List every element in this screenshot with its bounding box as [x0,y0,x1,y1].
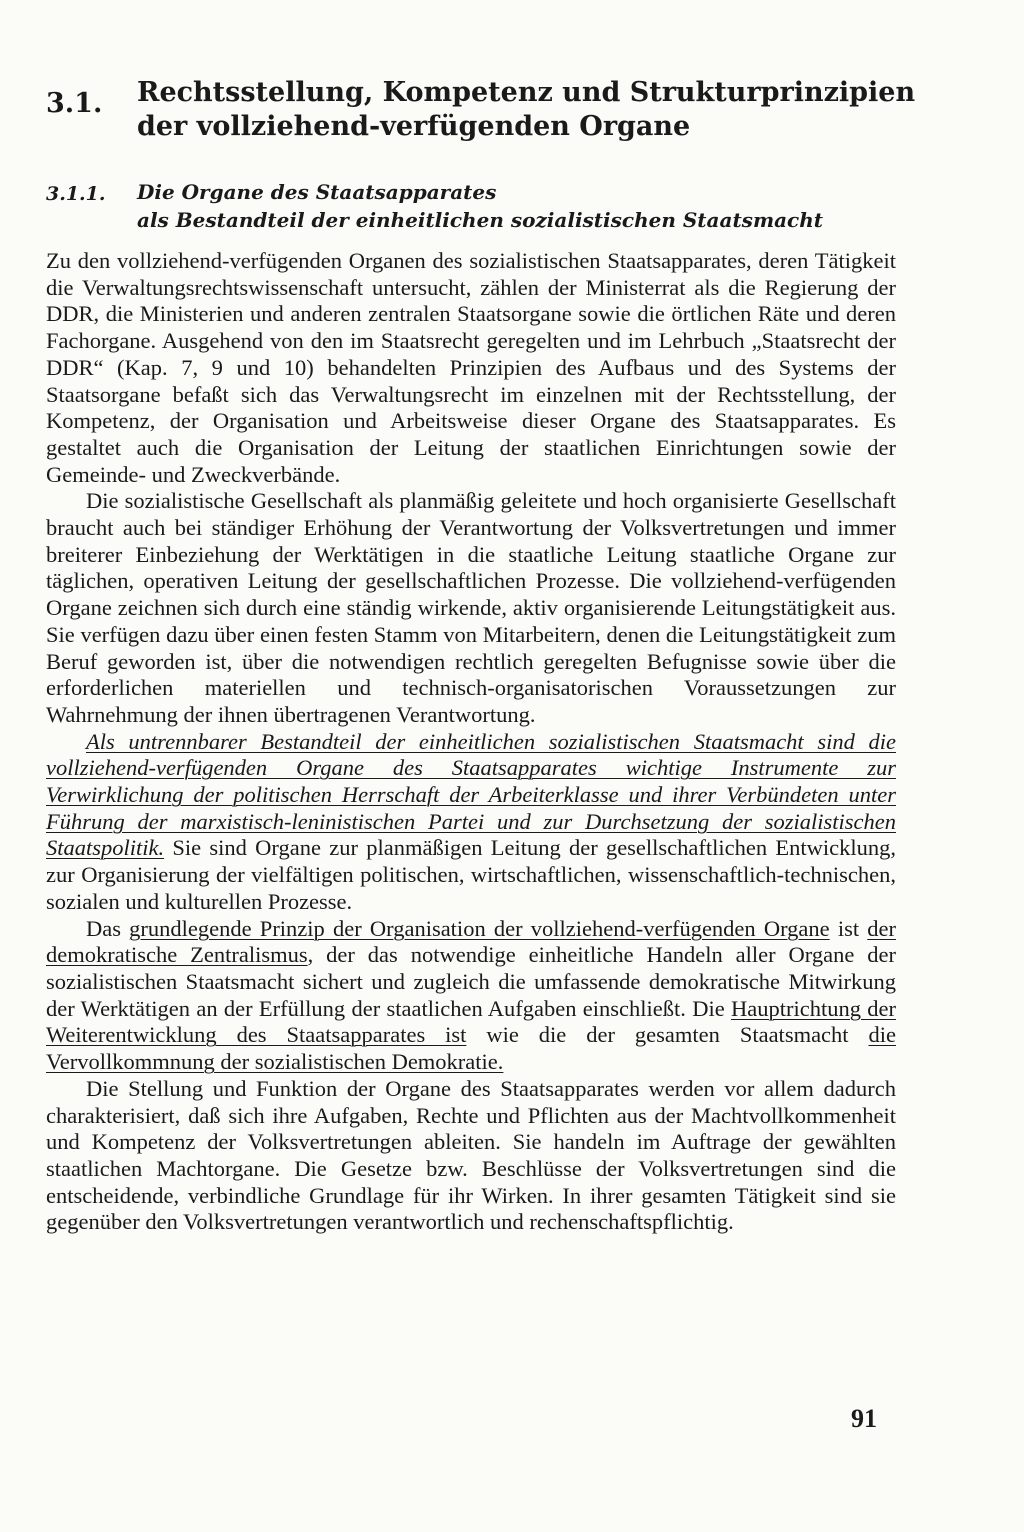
page-number: 91 [851,1404,877,1433]
paragraph: Die Stellung und Funktion der Organe des Staatsapparates werden vor allem dadurch charakterisiert, daß sich ihre Aufgaben, Rechte und Pflichten aus der Machtvollkommenheit und Kompetenz der Volksvertretungen ableiten. Sie handeln im Auftrage der gewählten staatlichen Machtorgane. Die Gesetze bzw. Beschlüsse der Volksvertretungen sind die entscheidende, verbindliche Grundlage für ihr Wirken. In ihrer gesamten Tätigkeit sind sie gegenüber den Volksvertretungen verantwortlich und rechenschaftspflichtig. [46,1075,896,1235]
underlined-passage: die Vervollkommnung der sozialistischen Demokratie. [46,1022,896,1075]
subsection-title-line: Die Organe des Staatsapparates [137,180,497,204]
paragraph: Zu den vollziehend-verfügenden Organen des sozialistischen Staatsapparates, deren Tätigkeit die Verwaltungsrechtswissenschaft untersucht, zählen der Ministerrat als die Regierung der DDR, die Ministerien und anderen zentralen Staatsorgane sowie die örtlichen Räte und deren Fachorgane. Ausgehend von den im Staatsrecht geregelten und im Lehrbuch „Staatsrecht der DDR“ (Kap. 7, 9 und 10) behandelten Prinzipien des Aufbaus und des Systems der Staatsorgane befaßt sich das Verwaltungsrecht im einzelnen mit der Rechtsstellung, der Kompetenz, der Organisation und Arbeitsweise dieser Organe des Staatsapparates. Es gestaltet auch die Organisation der Leitung der staatlichen Einrichtungen sowie der Gemeinde- und Zweckverbände. [46,248,896,487]
paragraph [46,729,896,916]
underlined-passage: Als untrennbarer Bestandteil der einheitlichen sozialistischen Staatsmacht sind die vollziehend-verfügenden Organe des Staatsapparates wichtige Instrumente zur Verwirklichung der politischen Herrschaft der Arbeiterklasse und ihrer Verbündeten unter Führung der marxistisch-leninistischen Partei und zur Durchsetzung der sozialistischen Staatspolitik. [46,728,896,861]
underlined-passage: grundlegende Prinzip der Organisation der vollziehend-verfügenden Organe [129,915,830,941]
paragraph [46,916,896,1076]
section-title-line: Rechtsstellung, Kompetenz und Strukturprinzipien [137,77,916,108]
subsection-number: 3.1.1. [46,183,106,205]
subsection-title [137,178,823,234]
text-run: Sie sind Organe zur planmäßigen Leitung der gesellschaftlichen Entwicklung, zur Organisierung der vielfältigen politischen, wirtschaftlichen, wissenschaftlich-technischen, sozialen und kulturellen Prozesse. [46,835,896,914]
paragraph: Die sozialistische Gesellschaft als planmäßig geleitete und hoch organisierte Gesellschaft braucht auch bei ständiger Erhöhung der Verantwortung der Volksvertretungen und immer breiterer Einbeziehung der Werktätigen in die staatliche Leitung staatliche Organe zur täglichen, operativen Leitung der gesellschaftlichen Prozesse. Die vollziehend-verfügenden Organe zeichnen sich durch eine ständig wirkende, aktiv organisierende Leitungstätigkeit aus. Sie verfügen dazu über einen festen Stamm von Mitarbeitern, denen die Leitungstätigkeit zum Beruf geworden ist, über die notwendigen rechtlich geregelten Befugnisse sowie über die erforderlichen materiellen und technisch-organisatorischen Voraussetzungen zur Wahrnehmung der ihnen übertragenen Verantwortung. [46,488,896,727]
section-number: 3.1. [46,88,103,119]
section-title [137,76,915,144]
text-run: , der das notwendige einheitliche Handeln aller Organe der sozialistischen Staatsmacht sichert und zugleich die umfassende demokratische Mitwirkung der Werktätigen an der Erfüllung der staatlichen Aufgaben einschließt. Die [46,942,896,1021]
underlined-passage: der demokratische Zentralismus [46,915,896,968]
section-title-line: der vollziehend-verfügenden Organe [137,111,691,142]
body-text [46,248,896,1236]
text-run: Das [86,915,130,941]
underlined-passage: Hauptrichtung der Weiterentwicklung des Staatsapparates ist [46,995,897,1048]
text-run: wie die der gesamten Staatsmacht [466,1022,869,1048]
text-run: ist [829,915,868,941]
subsection-title-line: als Bestandteil der einheitlichen sozialistischen Staatsmacht [137,208,824,232]
